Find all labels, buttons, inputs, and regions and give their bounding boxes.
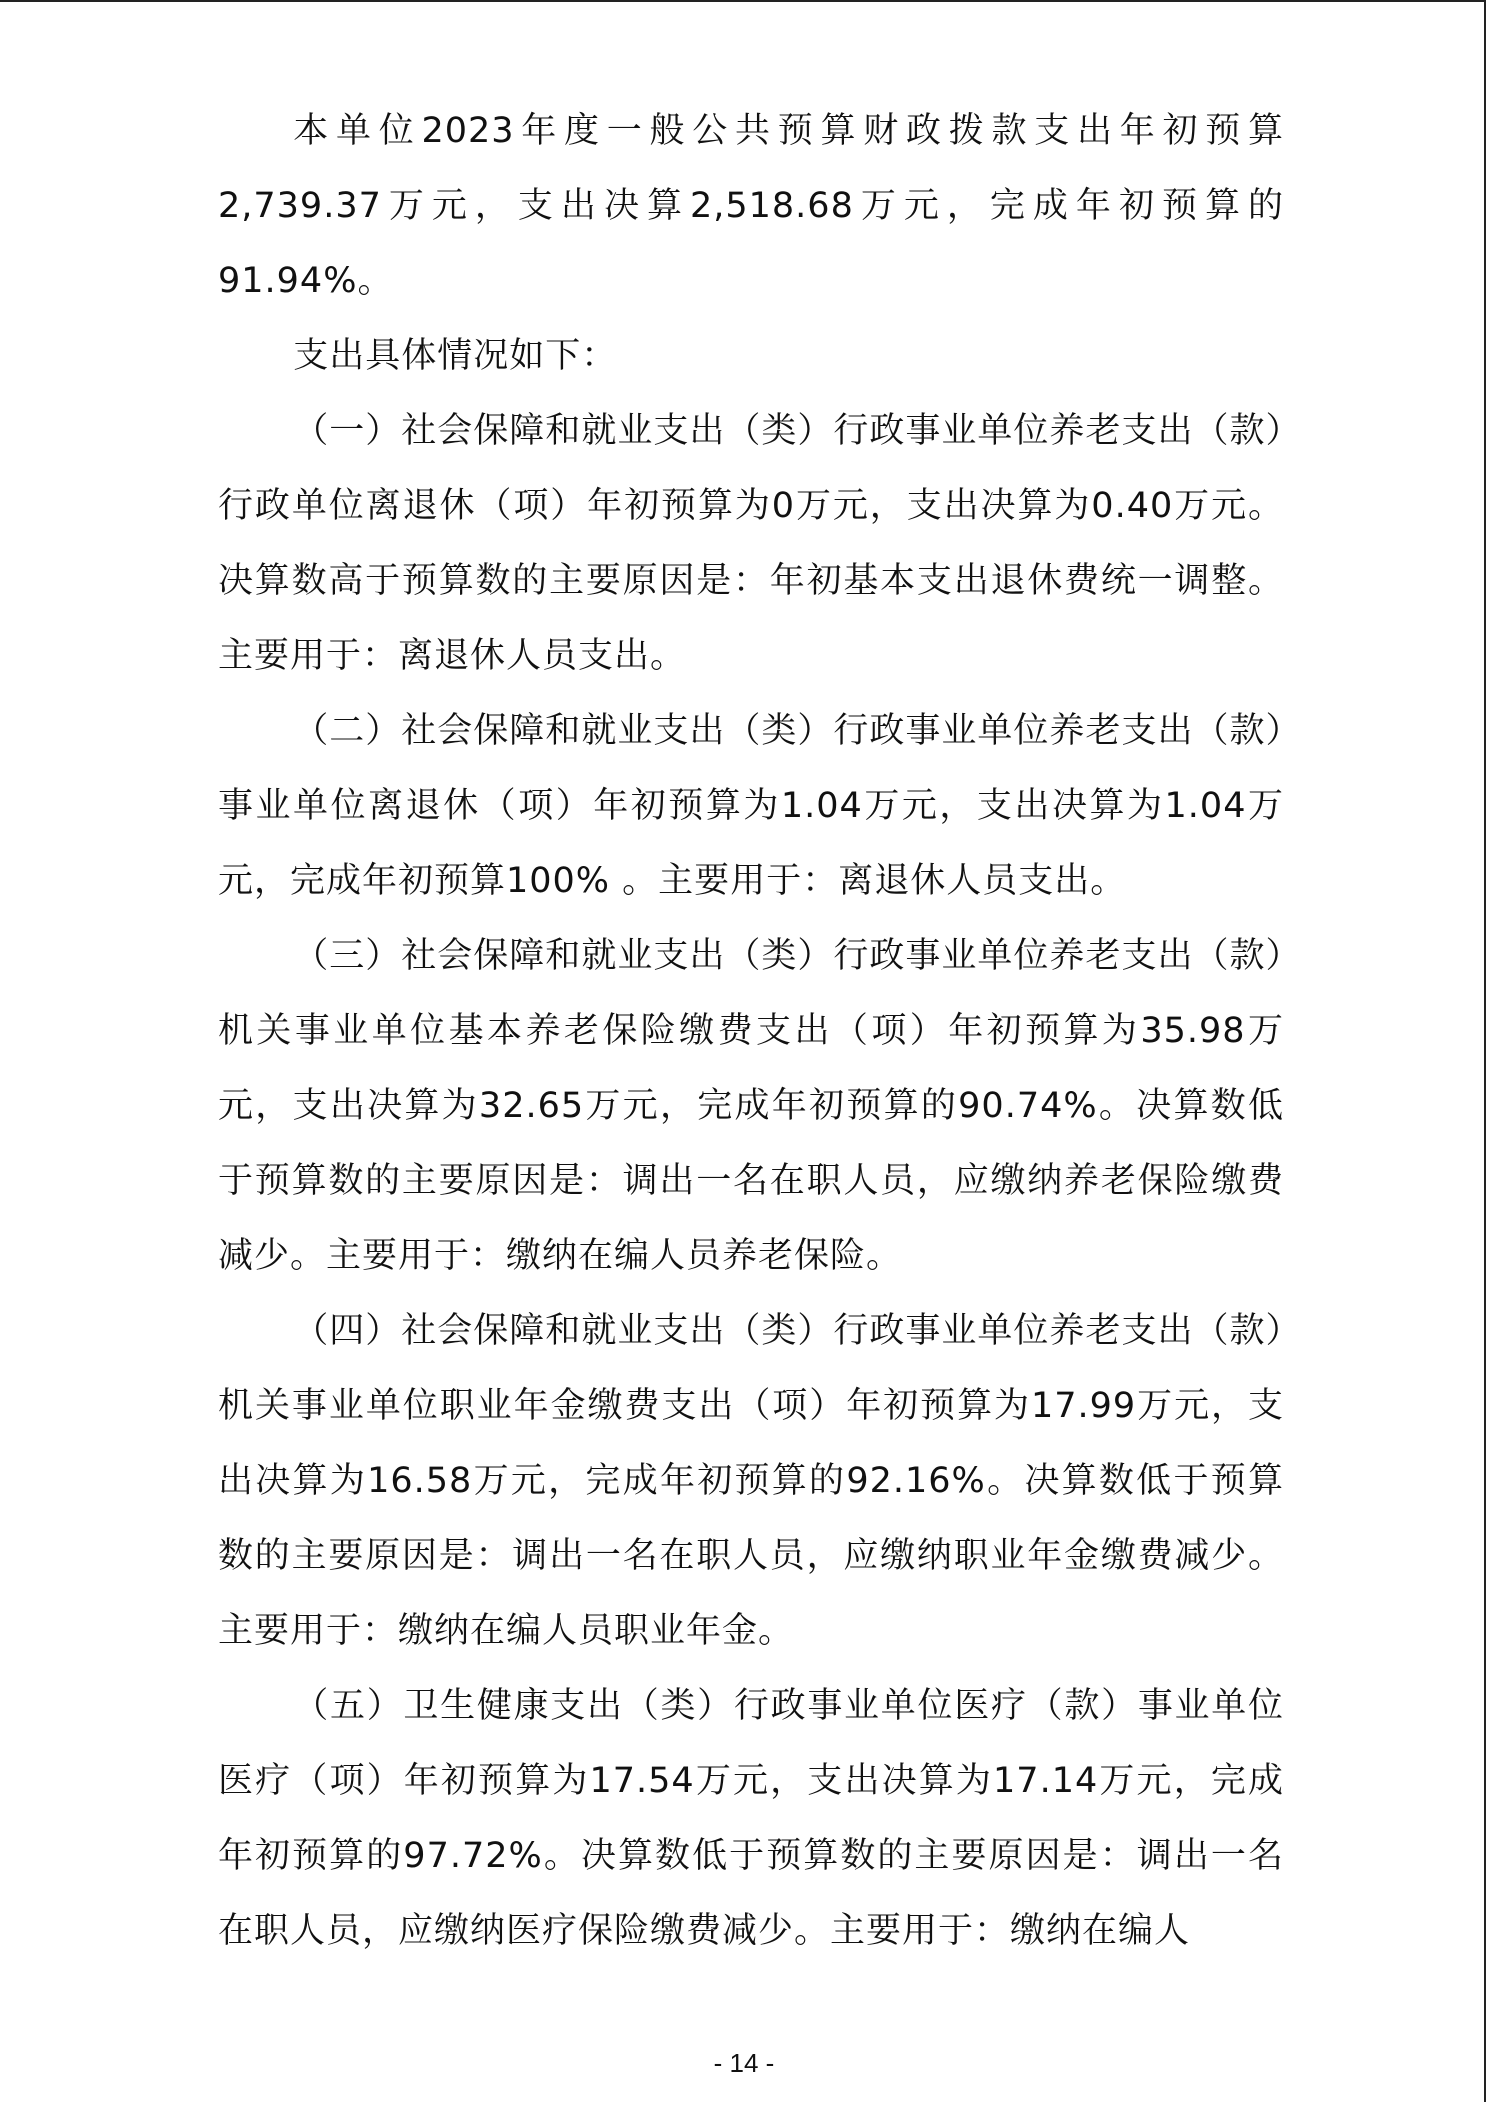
paragraph-item-5: （五）卫生健康支出（类）行政事业单位医疗（款）事业单位医疗（项）年初预算为17.54万元，支出决算为17.14万元，完成年初预算的97.72%。决算数低于预算数的主要原因是：调出一名在职人员，应缴纳医疗保险缴费减少。主要用于：缴纳在编人 [218, 1686, 1284, 1951]
paragraph-item-1: （一）社会保障和就业支出（类）行政事业单位养老支出（款）行政单位离退休（项）年初预算为0万元，支出决算为0.40万元。决算数高于预算数的主要原因是：年初基本支出退休费统一调整。主要用于：离退休人员支出。 [218, 411, 1284, 676]
page-number: - 14 - [713, 2048, 775, 2078]
paragraph-budget-summary: 本单位2023年度一般公共预算财政拨款支出年初预算2,739.37万元，支出决算2,518.68万元，完成年初预算的91.94%。 [218, 111, 1284, 301]
paragraph-item-2: （二）社会保障和就业支出（类）行政事业单位养老支出（款）事业单位离退休（项）年初预算为1.04万元，支出决算为1.04万元，完成年初预算100% 。主要用于：离退休人员支出。 [218, 711, 1284, 901]
document-body [218, 94, 1284, 1969]
paragraph-item-4: （四）社会保障和就业支出（类）行政事业单位养老支出（款）机关事业单位职业年金缴费支出（项）年初预算为17.99万元，支出决算为16.58万元，完成年初预算的92.16%。决算数低于预算数的主要原因是：调出一名在职人员，应缴纳职业年金缴费减少。主要用于：缴纳在编人员职业年金。 [218, 1311, 1284, 1651]
paragraph-details-intro: 支出具体情况如下： [293, 336, 618, 376]
paragraph-item-3: （三）社会保障和就业支出（类）行政事业单位养老支出（款）机关事业单位基本养老保险缴费支出（项）年初预算为35.98万元，支出决算为32.65万元，完成年初预算的90.74%。决算数低于预算数的主要原因是：调出一名在职人员，应缴纳养老保险缴费减少。主要用于：缴纳在编人员养老保险。 [218, 936, 1284, 1276]
